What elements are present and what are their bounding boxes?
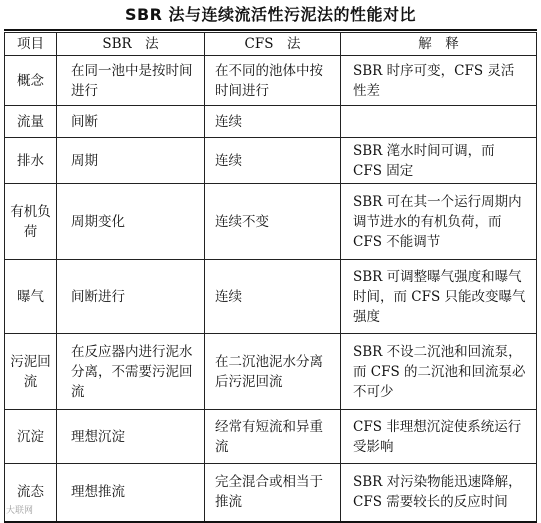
row-sbr: 在同一池中是按时间进行 [57, 56, 205, 106]
table-row [5, 260, 537, 334]
table-row [5, 184, 537, 260]
row-item: 沉淀 [5, 410, 57, 464]
row-cfs: 在不同的池体中按时间进行 [205, 56, 341, 106]
row-explanation: SBR 滗水时间可调，而 CFS 固定 [341, 138, 537, 184]
header-row [5, 33, 537, 56]
row-cfs: 在二沉池泥水分离后污泥回流 [205, 334, 341, 410]
watermark: 大联网 [6, 506, 34, 516]
row-item: 曝气 [5, 260, 57, 334]
row-item: 有机负荷 [5, 184, 57, 260]
row-sbr: 间断进行 [57, 260, 205, 334]
table-row [5, 56, 537, 106]
row-sbr: 理想推流 [57, 464, 205, 522]
table-row [5, 106, 537, 138]
row-cfs: 连续 [205, 138, 341, 184]
row-explanation: SBR 可调整曝气强度和曝气时间，而 CFS 只能改变曝气强度 [341, 260, 537, 334]
row-sbr: 间断 [57, 106, 205, 138]
row-item: 污泥回流 [5, 334, 57, 410]
row-item: 概念 [5, 56, 57, 106]
row-sbr: 周期 [57, 138, 205, 184]
top-rule [4, 29, 537, 31]
row-cfs: 连续 [205, 106, 341, 138]
header-cfs: CFS 法 [205, 33, 341, 56]
header-explanation: 解 释 [341, 33, 537, 56]
row-sbr: 周期变化 [57, 184, 205, 260]
header-sbr: SBR 法 [57, 33, 205, 56]
table-row [5, 410, 537, 464]
table-row [5, 464, 537, 522]
row-item: 流量 [5, 106, 57, 138]
row-cfs: 经常有短流和异重流 [205, 410, 341, 464]
table-title: SBR 法与连续流活性污泥法的性能对比 [124, 5, 417, 24]
table-row [5, 334, 537, 410]
header-item: 项目 [5, 33, 57, 56]
table-row [5, 138, 537, 184]
row-explanation: SBR 时序可变，CFS 灵活性差 [341, 56, 537, 106]
row-sbr: 理想沉淀 [57, 410, 205, 464]
row-explanation: SBR 不设二沉池和回流泵，而 CFS 的二沉池和回流泵必不可少 [341, 334, 537, 410]
row-explanation: SBR 对污染物能迅速降解，CFS 需要较长的反应时间 [341, 464, 537, 522]
row-cfs: 完全混合或相当于推流 [205, 464, 341, 522]
row-cfs: 连续不变 [205, 184, 341, 260]
row-explanation [341, 106, 537, 138]
row-sbr: 在反应器内进行泥水分离，不需要污泥回流 [57, 334, 205, 410]
comparison-table [4, 32, 537, 523]
row-explanation: CFS 非理想沉淀使系统运行受影响 [341, 410, 537, 464]
row-item: 流态 [5, 464, 57, 522]
row-cfs: 连续 [205, 260, 341, 334]
row-item: 排水 [5, 138, 57, 184]
row-explanation: SBR 可在其一个运行周期内调节进水的有机负荷，而 CFS 不能调节 [341, 184, 537, 260]
